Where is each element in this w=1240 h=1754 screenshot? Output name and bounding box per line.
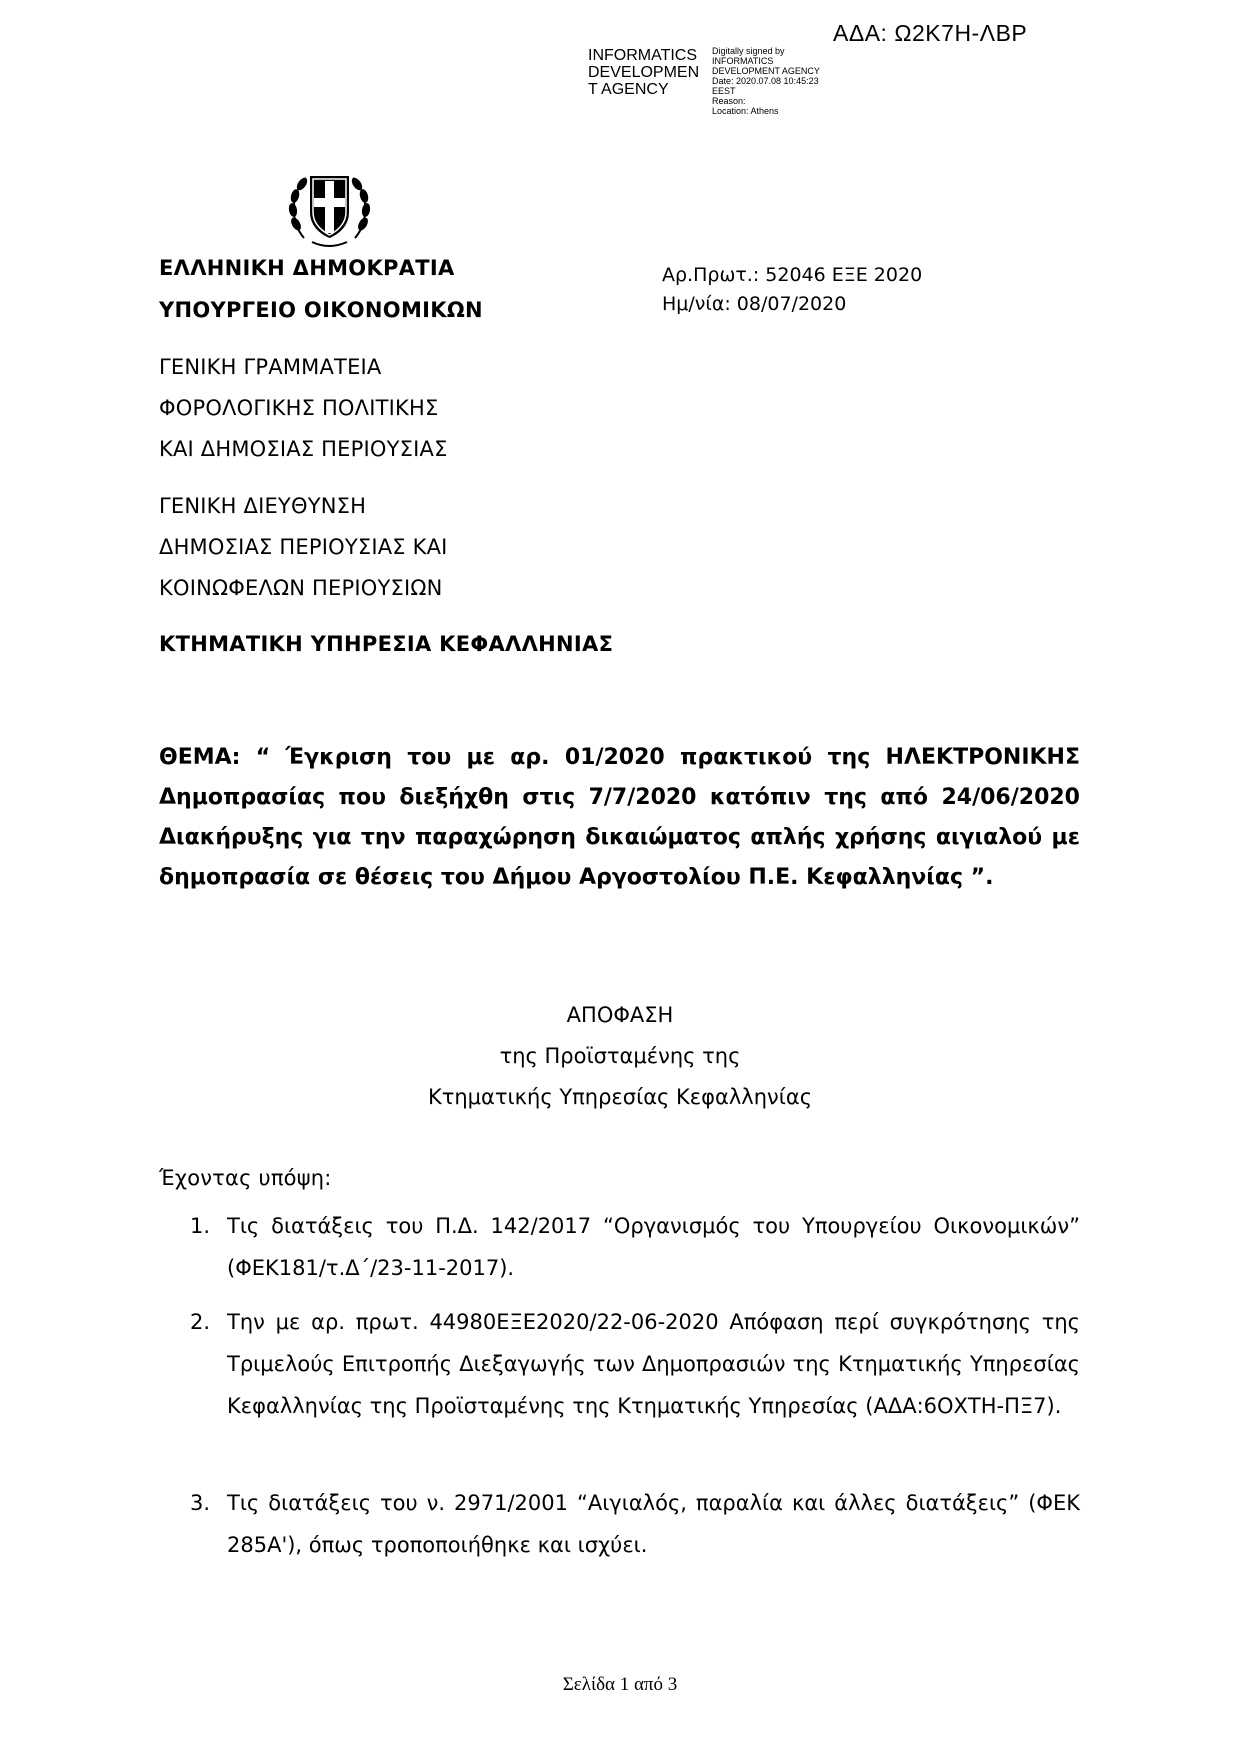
signature-org-line: T AGENCY <box>588 81 669 98</box>
ada-code: ΑΔΑ: Ω2Κ7Η-ΛΒΡ <box>833 20 1028 46</box>
decision-title: ΑΠΟΦΑΣΗ <box>566 1003 674 1027</box>
protocol-number: Αρ.Πρωτ.: 52046 ΕΞΕ 2020 <box>662 264 923 286</box>
directorate-line: ΚΟΙΝΩΦΕΛΩΝ ΠΕΡΙΟΥΣΙΩΝ <box>159 576 443 600</box>
signature-detail-line: Location: Athens <box>712 106 779 116</box>
list-item-number: 2. <box>190 1310 211 1334</box>
signature-detail-line: Digitally signed by <box>712 46 785 56</box>
signature-detail-line: EEST <box>712 86 736 96</box>
ministry-heading: ΥΠΟΥΡΓΕΙΟ ΟΙΚΟΝΟΜΙΚΩΝ <box>159 298 483 322</box>
signature-detail-line: Reason: <box>712 96 746 106</box>
signature-details <box>712 46 820 116</box>
decision-line: Κτηματικής Υπηρεσίας Κεφαλληνίας <box>427 1085 813 1109</box>
signature-org <box>588 47 699 98</box>
directorate-line: ΔΗΜΟΣΙΑΣ ΠΕΡΙΟΥΣΙΑΣ ΚΑΙ <box>159 535 448 559</box>
document-date: Ημ/νία: 08/07/2020 <box>662 293 847 315</box>
decision-line: της Προϊσταμένης της <box>499 1044 741 1068</box>
list-item-number: 3. <box>190 1491 211 1515</box>
page-footer: Σελίδα 1 από 3 <box>562 1674 678 1695</box>
considering-label: Έχοντας υπόψη: <box>159 1166 332 1190</box>
list-item-number: 1. <box>190 1214 211 1238</box>
secretariat-line: ΦΟΡΟΛΟΓΙΚΗΣ ΠΟΛΙΤΙΚΗΣ <box>159 396 439 420</box>
signature-detail-line: INFORMATICS <box>712 56 774 66</box>
list-item-text: Τις διατάξεις του Π.Δ. 142/2017 “Οργανισμός του Υπουργείου Οικονομικών” (ΦΕΚ181/τ.Δ΄/23-11-2017). <box>227 1214 1080 1280</box>
list-item-text: Την με αρ. πρωτ. 44980ΕΞΕ2020/22-06-2020 Απόφαση περί συγκρότησης της Τριμελούς Επιτροπής Διεξαγωγής των Δημοπρασιών της Κτηματικής Υπηρεσίας Κεφαλληνίας της Προϊσταμένης της Κτηματικής Υπηρεσίας (ΑΔΑ:6ΟΧΤΗ-ΠΞ7). <box>227 1310 1080 1418</box>
greek-coat-of-arms-icon <box>282 160 377 255</box>
signature-org-line: DEVELOPMEN <box>588 64 700 81</box>
secretariat-line: ΚΑΙ ΔΗΜΟΣΙΑΣ ΠΕΡΙΟΥΣΙΑΣ <box>159 437 448 461</box>
signature-org-line: INFORMATICS <box>588 47 698 64</box>
signature-detail-line: Date: 2020.07.08 10:45:23 <box>712 76 819 86</box>
republic-heading: ΕΛΛΗΝΙΚΗ ΔΗΜΟΚΡΑΤΙΑ <box>159 256 455 280</box>
secretariat-line: ΓΕΝΙΚΗ ΓΡΑΜΜΑΤΕΙΑ <box>159 355 382 379</box>
subject-paragraph: ΘΕΜΑ: “ Έγκριση του με αρ. 01/2020 πρακτικού της ΗΛΕΚΤΡΟΝΙΚΗΣ Δημοπρασίας που διεξήχθη στις 7/7/2020 κατόπιν της από 24/06/2020 Διακήρυξης για την παραχώρηση δικαιώματος απλής χρήσης αιγιαλού με δημοπρασία σε θέσεις του Δήμου Αργοστολίου Π.Ε. Κεφαλληνίας ”. <box>159 745 1080 890</box>
directorate-line: ΓΕΝΙΚΗ ΔΙΕΥΘΥΝΣΗ <box>159 494 367 518</box>
signature-detail-line: DEVELOPMENT AGENCY <box>712 66 820 76</box>
service-heading: ΚΤΗΜΑΤΙΚΗ ΥΠΗΡΕΣΙΑ ΚΕΦΑΛΛΗΝΙΑΣ <box>159 632 614 656</box>
list-item-text: Τις διατάξεις του ν. 2971/2001 “Αιγιαλός, παραλία και άλλες διατάξεις” (ΦΕΚ 285Α'), όπως τροποποιήθηκε και ισχύει. <box>227 1491 1080 1557</box>
